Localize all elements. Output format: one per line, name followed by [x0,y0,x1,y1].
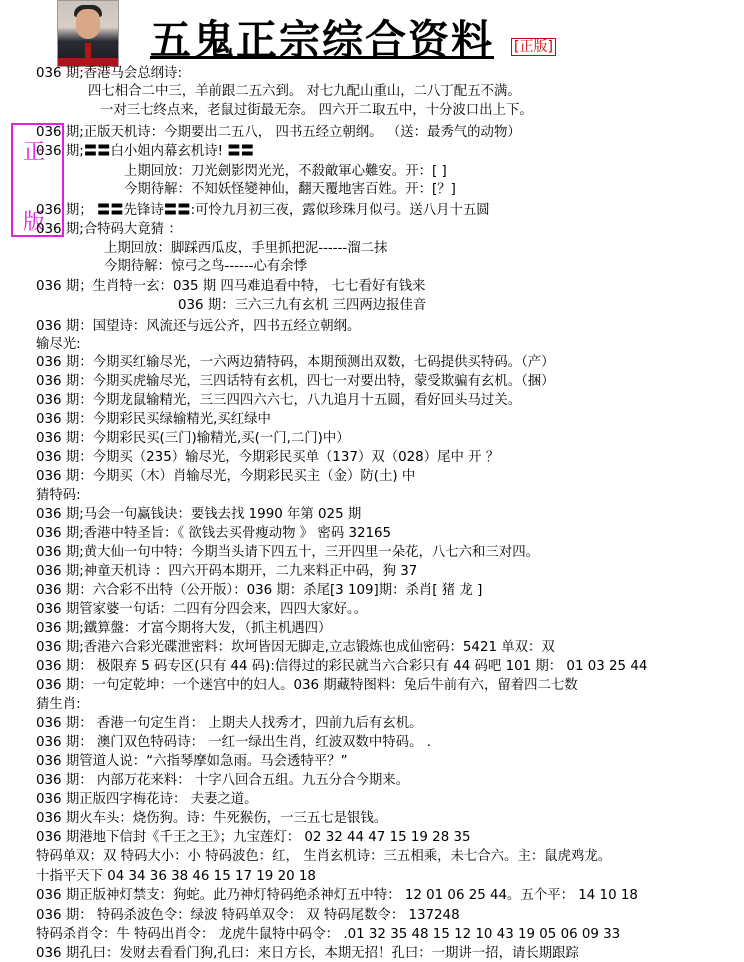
author-photo [57,0,119,67]
text-line: 特码单双：双 特码大小：小 特码波色：红， 生肖玄机诗：三五相乘，未七合六。主：鼠虎鸡龙。 [36,849,612,864]
text-line: 今期待解：惊弓之鸟------心有余悸 [104,259,308,274]
text-line: 今期待解：不知妖怪變神仙，翻天覆地害百姓。开：[？] [124,182,456,197]
text-line: 036 期;正版天机诗：今期要出二五八， 四书五经立朝纲。 （送：最秀气的动物） [36,125,521,140]
page-title: 五鬼正宗综合资料 [150,16,494,64]
text-line: 036 期港地下信封《千王之王》；九宝莲灯： 02 32 44 47 15 19 28 35 [36,830,471,845]
text-line: 一对三七终点来，老鼠过街最无奈。 四六开二取五中，十分波口出上下。 [100,103,533,118]
text-line: 036 期： 极限弃 5 码专区(只有 44 码):信得过的彩民就当六合彩只有 44 码吧 101 期： 01 03 25 44 [36,659,648,674]
marker-bottom-char: 版 [23,210,46,235]
text-line: 036 期： 特码杀波色令：绿波 特码单双令： 双 特码尾数令： 137248 [36,908,460,923]
text-line: 036 期： 香港一句定生肖： 上期夫人找秀才，四前九后有玄机。 [36,716,423,731]
text-line: 上期回放：刀光劍影閃光光，不殺敵軍心難安。开：[ ] [124,164,447,179]
text-line: 036 期管道人说：“六指琴摩如急雨。马会透特平？” [36,754,348,769]
text-line: 036 期;马会一句赢钱诀：要钱去找 1990 年第 025 期 [36,507,362,522]
text-line: 036 期： 澳门双色特码诗： 一红一绿出生肖，红波双数中特码。 . [36,735,431,750]
text-line: 036 期：今期买（235）输尽光，今期彩民买单（137）双（028）尾中 开 ？ [36,450,500,465]
text-line: 036 期正版神灯禁支：狗蛇。此乃神灯特码绝杀神灯五中特： 12 01 06 25 44。五个平： 14 10 18 [36,888,638,903]
text-line: 036 期：今期彩民买(三门)输精光,买(一门,二门)中） [36,431,350,446]
text-line: 036 期;黄大仙一句中特：今期当头请下四五十，三开四里一朵花，八七六和三对四。 [36,545,539,560]
text-line: 十指平天下 04 34 36 38 46 15 17 19 20 18 [36,869,316,884]
text-line: 036 期：今期买（木）肖输尽光，今期彩民买主（金）防(土) 中 [36,469,416,484]
photo-face [76,9,100,39]
text-line: 036 期：今期买红输尽光，一六两边猜特码，本期预测出双数，七码提供买特码。（产） [36,355,555,370]
text-line: 036 期正版四字梅花诗： 夫妻之道。 [36,792,258,807]
text-line: 036 期;香港马会总纲诗: [36,66,182,81]
text-line: 输尽光: [36,337,81,352]
text-line: 猜生肖: [36,697,81,712]
text-line: 036 期：国望诗：风流还与远公齐，四书五经立朝纲。 [36,319,361,334]
text-line: 036 期火车头：烧伤狗。诗：牛死猴伤，一三五七是银钱。 [36,811,388,826]
text-line: 036 期；生肖特一玄：035 期 四马难追看中特， 七七看好有钱来 [36,279,426,294]
text-line: 四七相合二中三，羊前跟二五六到。 对七九配山重山，二八丁配五不满。 [88,84,521,99]
marker-top-char: 正 [23,140,46,165]
text-line: 上期回放：脚踩西瓜皮，手里抓把泥------溜二抹 [104,241,388,256]
text-line: 036 期;香港中特圣旨：《 欲钱去买骨瘦动物 》 密码 32165 [36,526,392,541]
text-line: 036 期； 〓〓先锋诗〓〓:可怜九月初三夜，露似珍珠月似弓。送八月十五圆 [36,203,490,218]
text-line: 特码杀肖令：牛 特码出肖令： 龙虎牛鼠特中码令： .01 32 35 48 15 12 10 43 19 05 06 09 33 [36,927,621,942]
edition-badge: [正版] [511,38,556,56]
text-line: 036 期：六合彩不出特（公开版）：036 期：杀尾[3 109]期：杀肖[ 猪 龙 ] [36,583,483,598]
text-line: 036 期管家婆一句话：二四有分四会来，四四大家好。。 [36,602,368,617]
text-line: 036 期;神童天机诗 ：四六开码本期开，二九来料正中码，狗 37 [36,564,418,579]
text-line: 036 期：三六三九有玄机 三四两边报佳音 [178,298,427,313]
text-line: 036 期： 内部万花来料： 十字八回合五组。九五分合今期来。 [36,773,410,788]
text-line: 036 期：今期彩民买绿输精光,买红绿中 [36,412,271,427]
text-line: 036 期;〓〓白小姐内幕玄机诗! 〓〓 [36,144,255,159]
text-line: 036 期：一句定乾坤：一个迷宫中的妇人。036 期藏特图料：兔后牛前有六，留着四二七数 [36,678,578,693]
text-line: 036 期;香港六合彩光碟泄密料：坎坷皆因无脚走,立志锻炼也成仙密码：5421 单双：双 [36,640,555,655]
text-line: 猜特码: [36,488,81,503]
text-line: 036 期;合特码大竟猜 ： [36,222,182,237]
text-line: 036 期孔曰：发财去看看门狗,孔曰：来日方长，本期无招！孔曰：一期讲一招，请长期跟踪 [36,946,579,961]
text-line: 036 期：今期龙鼠输精光，三三四四六六七，八九追月十五圆，看好回头马过关。 [36,393,522,408]
text-line: 036 期：今期买虎输尽光，三四话特有玄机，四七一对要出特，蒙受欺骗有玄机。（捆） [36,374,555,389]
text-line: 036 期;鐵算盤：才富今期将大发，（抓主机遇四） [36,621,332,636]
